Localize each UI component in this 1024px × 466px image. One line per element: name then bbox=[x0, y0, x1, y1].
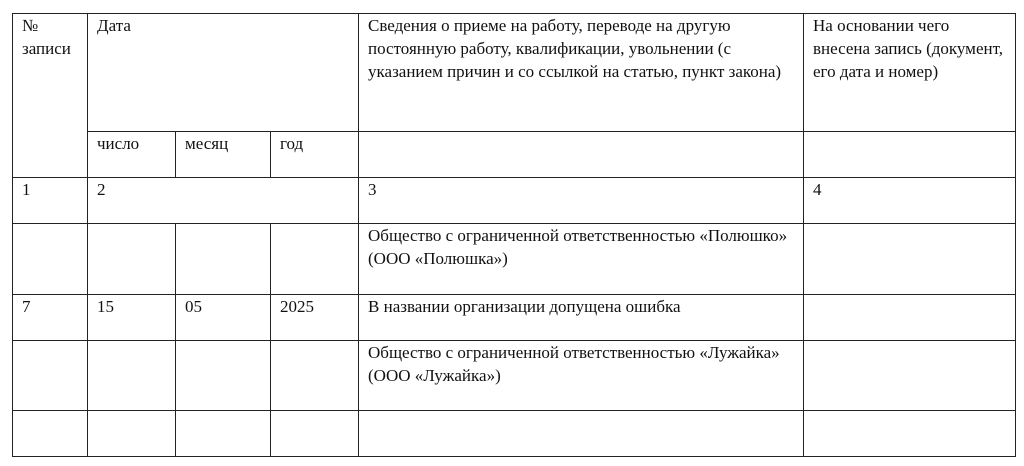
cell-record-no bbox=[13, 224, 88, 295]
cell-day: 15 bbox=[88, 295, 176, 341]
column-number-4: 4 bbox=[804, 178, 1016, 224]
column-number-2: 2 bbox=[88, 178, 359, 224]
cell-year bbox=[271, 411, 359, 457]
subheader-month: месяц bbox=[176, 132, 271, 178]
cell-basis bbox=[804, 411, 1016, 457]
header-record-no: № записи bbox=[13, 14, 88, 178]
cell-year bbox=[271, 341, 359, 411]
employment-record-table bbox=[12, 13, 1016, 457]
date-subheader-row bbox=[13, 132, 1016, 178]
cell-day bbox=[88, 411, 176, 457]
cell-record-no bbox=[13, 341, 88, 411]
cell-basis bbox=[804, 295, 1016, 341]
column-number-1: 1 bbox=[13, 178, 88, 224]
subheader-basis-empty bbox=[804, 132, 1016, 178]
cell-basis bbox=[804, 341, 1016, 411]
header-basis: На основании чего внесена запись (документ, его дата и номер) bbox=[804, 14, 1016, 132]
cell-record-no bbox=[13, 411, 88, 457]
cell-info bbox=[359, 411, 804, 457]
cell-month bbox=[176, 341, 271, 411]
cell-day bbox=[88, 341, 176, 411]
column-number-row bbox=[13, 178, 1016, 224]
table-row bbox=[13, 224, 1016, 295]
column-number-3: 3 bbox=[359, 178, 804, 224]
subheader-year: год bbox=[271, 132, 359, 178]
cell-year: 2025 bbox=[271, 295, 359, 341]
subheader-day: число bbox=[88, 132, 176, 178]
table-row bbox=[13, 411, 1016, 457]
cell-record-no: 7 bbox=[13, 295, 88, 341]
cell-info: Общество с ограниченной ответственностью «Полюшко» (ООО «Полюшка») bbox=[359, 224, 804, 295]
header-info: Сведения о приеме на работу, переводе на другую постоянную работу, квалификации, увольнении (с указанием причин и со ссылкой на статью, пункт закона) bbox=[359, 14, 804, 132]
cell-month bbox=[176, 224, 271, 295]
cell-info: Общество с ограниченной ответственностью «Лужайка» (ООО «Лужайка») bbox=[359, 341, 804, 411]
table-row bbox=[13, 295, 1016, 341]
header-row bbox=[13, 14, 1016, 132]
cell-year bbox=[271, 224, 359, 295]
cell-month bbox=[176, 411, 271, 457]
header-date: Дата bbox=[88, 14, 359, 132]
cell-info: В названии организации допущена ошибка bbox=[359, 295, 804, 341]
subheader-info-empty bbox=[359, 132, 804, 178]
cell-day bbox=[88, 224, 176, 295]
cell-month: 05 bbox=[176, 295, 271, 341]
table-row bbox=[13, 341, 1016, 411]
cell-basis bbox=[804, 224, 1016, 295]
